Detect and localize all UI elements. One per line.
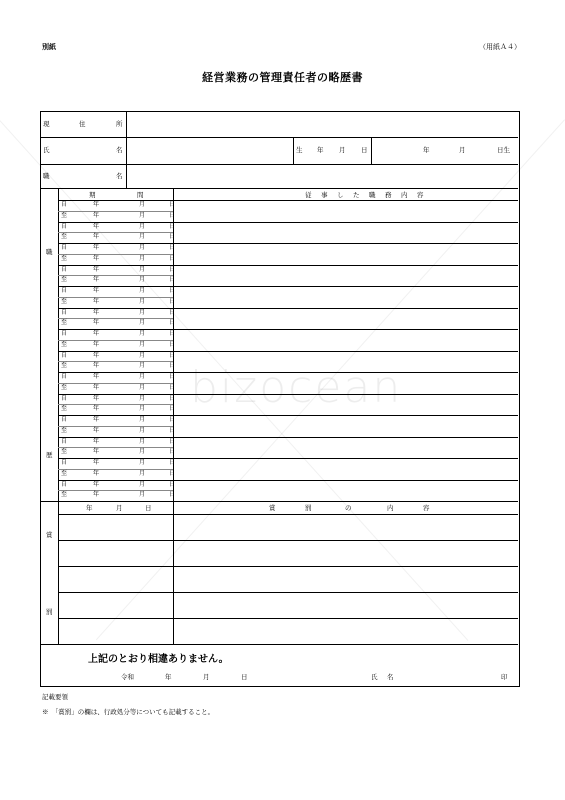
- career-month[interactable]: 月: [139, 459, 146, 466]
- divider: [58, 490, 173, 491]
- career-month[interactable]: 月: [139, 297, 146, 305]
- duties-header-char: し: [337, 191, 344, 199]
- name-label-1: 氏: [43, 146, 50, 154]
- career-year[interactable]: 年: [93, 287, 100, 294]
- career-to-char: 至: [61, 491, 68, 499]
- career-to-char: 至: [61, 383, 68, 391]
- career-month[interactable]: 月: [139, 416, 146, 423]
- career-month[interactable]: 月: [139, 351, 146, 359]
- career-to-char: 至: [61, 233, 68, 241]
- career-duty-field[interactable]: [174, 223, 517, 243]
- divider: [58, 404, 173, 405]
- career-duty-field[interactable]: [174, 201, 517, 221]
- address-label-3: 所: [116, 120, 123, 128]
- career-to-char: 至: [61, 362, 68, 370]
- career-duty-field[interactable]: [174, 459, 517, 479]
- career-year[interactable]: 年: [93, 211, 100, 219]
- career-year[interactable]: 年: [93, 319, 100, 327]
- award-content-field[interactable]: [174, 567, 517, 591]
- career-year[interactable]: 年: [93, 448, 100, 456]
- career-duty-field[interactable]: [174, 287, 517, 307]
- awards-side-label-bottom: 罰: [46, 608, 53, 616]
- career-year[interactable]: 年: [93, 340, 100, 348]
- award-content-field[interactable]: [174, 541, 517, 565]
- address-label-2: 住: [79, 120, 86, 128]
- certification-statement: 上記のとおり相違ありません。: [88, 654, 229, 665]
- career-day[interactable]: 日: [169, 265, 176, 273]
- career-day[interactable]: 日: [169, 448, 176, 456]
- career-year[interactable]: 年: [93, 491, 100, 499]
- career-to-char: 至: [61, 297, 68, 305]
- career-to-char: 至: [61, 405, 68, 413]
- career-from-char: 自: [61, 480, 68, 488]
- birth-day[interactable]: 日生: [497, 146, 510, 154]
- seal-mark[interactable]: 印: [501, 673, 508, 681]
- cert-month[interactable]: 月: [203, 673, 210, 681]
- award-content-field[interactable]: [174, 515, 517, 539]
- divider: [293, 137, 294, 164]
- career-to-char: 至: [61, 254, 68, 262]
- career-year[interactable]: 年: [93, 416, 100, 423]
- birth-label-4: 日: [361, 146, 368, 154]
- position-field[interactable]: [127, 165, 517, 187]
- divider: [58, 361, 173, 362]
- awards-date-header-3: 日: [145, 504, 152, 512]
- career-year[interactable]: 年: [93, 459, 100, 466]
- career-month[interactable]: 月: [139, 308, 146, 316]
- awards-header-char: 賞: [269, 504, 276, 512]
- career-day[interactable]: 日: [169, 276, 176, 284]
- career-month[interactable]: 月: [139, 362, 146, 370]
- birth-year[interactable]: 年: [423, 146, 430, 154]
- awards-header-char: の: [345, 504, 352, 512]
- career-side-label-top: 職: [46, 248, 53, 256]
- career-year[interactable]: 年: [93, 405, 100, 413]
- career-year[interactable]: 年: [93, 383, 100, 391]
- career-month[interactable]: 月: [139, 201, 146, 208]
- career-day[interactable]: 日: [169, 211, 176, 219]
- career-to-char: 至: [61, 448, 68, 456]
- career-to-char: 至: [61, 426, 68, 434]
- awards-date-header-2: 月: [116, 504, 123, 512]
- career-from-char: 自: [61, 373, 68, 380]
- divider: [58, 297, 173, 298]
- career-to-char: 至: [61, 340, 68, 348]
- divider: [58, 426, 173, 427]
- career-day[interactable]: 日: [169, 254, 176, 262]
- divider: [58, 275, 173, 276]
- career-year[interactable]: 年: [93, 265, 100, 273]
- career-month[interactable]: 月: [139, 211, 146, 219]
- career-from-char: 自: [61, 308, 68, 316]
- name-label-2: 名: [116, 146, 123, 154]
- divider: [58, 340, 173, 341]
- divider: [58, 211, 173, 212]
- birth-month[interactable]: 月: [459, 146, 466, 154]
- career-day[interactable]: 日: [169, 416, 176, 423]
- career-from-char: 自: [61, 265, 68, 273]
- awards-date-header-1: 年: [86, 504, 93, 512]
- duties-header-char: 容: [417, 191, 424, 199]
- career-year[interactable]: 年: [93, 201, 100, 208]
- career-from-char: 自: [61, 222, 68, 230]
- career-day[interactable]: 日: [169, 297, 176, 305]
- career-year[interactable]: 年: [93, 426, 100, 434]
- career-day[interactable]: 日: [169, 330, 176, 337]
- cert-name-label-1: 氏: [371, 673, 378, 681]
- career-month[interactable]: 月: [139, 330, 146, 337]
- career-day[interactable]: 日: [169, 319, 176, 327]
- career-from-char: 自: [61, 201, 68, 208]
- career-day[interactable]: 日: [169, 426, 176, 434]
- career-from-char: 自: [61, 330, 68, 337]
- awards-side-label-top: 賞: [46, 531, 53, 539]
- career-to-char: 至: [61, 211, 68, 219]
- divider: [41, 501, 518, 502]
- duties-header-char: 務: [385, 191, 392, 199]
- career-year[interactable]: 年: [93, 244, 100, 251]
- career-side-label-bottom: 歴: [46, 451, 53, 459]
- duties-header-char: 内: [401, 191, 408, 199]
- position-label-1: 職: [43, 172, 50, 180]
- career-year[interactable]: 年: [93, 233, 100, 241]
- career-month[interactable]: 月: [139, 437, 146, 445]
- career-day[interactable]: 日: [169, 480, 176, 488]
- document-title: 経営業務の管理責任者の略歴書: [202, 71, 363, 84]
- cert-era: 令和: [121, 673, 134, 681]
- career-month[interactable]: 月: [139, 222, 146, 230]
- career-from-char: 自: [61, 437, 68, 445]
- career-year[interactable]: 年: [93, 330, 100, 337]
- duties-header-char: 事: [321, 191, 328, 199]
- awards-header-char: 罰: [305, 504, 312, 512]
- career-to-char: 至: [61, 276, 68, 284]
- career-month[interactable]: 月: [139, 426, 146, 434]
- divider: [58, 232, 173, 233]
- career-day[interactable]: 日: [169, 351, 176, 359]
- career-month[interactable]: 月: [139, 244, 146, 251]
- cert-day[interactable]: 日: [241, 673, 248, 681]
- birth-label-1: 生: [296, 146, 303, 154]
- birth-label-2: 年: [317, 146, 324, 154]
- career-month[interactable]: 月: [139, 491, 146, 499]
- attachment-label: 別紙: [42, 42, 56, 51]
- divider: [41, 644, 518, 645]
- career-month[interactable]: 月: [139, 287, 146, 294]
- career-year[interactable]: 年: [93, 362, 100, 370]
- divider: [58, 188, 59, 644]
- career-day[interactable]: 日: [169, 244, 176, 251]
- divider: [58, 254, 173, 255]
- notes-item: ※ 「賞罰」の欄は、行政処分等についても記載すること。: [42, 708, 215, 716]
- career-from-char: 自: [61, 244, 68, 251]
- awards-header-char: 容: [423, 504, 430, 512]
- career-month[interactable]: 月: [139, 448, 146, 456]
- career-month[interactable]: 月: [139, 405, 146, 413]
- duties-header-char: 従: [305, 191, 312, 199]
- career-year[interactable]: 年: [93, 308, 100, 316]
- position-label-2: 名: [116, 172, 123, 180]
- career-year[interactable]: 年: [93, 351, 100, 359]
- career-day[interactable]: 日: [169, 287, 176, 294]
- career-day[interactable]: 日: [169, 405, 176, 413]
- career-month[interactable]: 月: [139, 319, 146, 327]
- career-day[interactable]: 日: [169, 469, 176, 477]
- career-year[interactable]: 年: [93, 276, 100, 284]
- career-from-char: 自: [61, 287, 68, 294]
- divider: [41, 188, 518, 189]
- career-month[interactable]: 月: [139, 373, 146, 380]
- career-year[interactable]: 年: [93, 480, 100, 488]
- career-year[interactable]: 年: [93, 373, 100, 380]
- period-header-2: 間: [137, 191, 144, 199]
- watermark-logo: bizocean: [190, 362, 403, 413]
- career-month[interactable]: 月: [139, 276, 146, 284]
- divider: [371, 137, 372, 164]
- divider: [58, 383, 173, 384]
- career-month[interactable]: 月: [139, 469, 146, 477]
- career-month[interactable]: 月: [139, 233, 146, 241]
- career-month[interactable]: 月: [139, 383, 146, 391]
- career-year[interactable]: 年: [93, 469, 100, 477]
- address-label-1: 現: [43, 120, 50, 128]
- notes-heading: 記載要領: [42, 693, 68, 701]
- career-year[interactable]: 年: [93, 437, 100, 445]
- paper-size-label: （用紙Ａ４）: [479, 43, 521, 51]
- career-day[interactable]: 日: [169, 308, 176, 316]
- career-month[interactable]: 月: [139, 340, 146, 348]
- career-from-char: 自: [61, 459, 68, 466]
- address-field[interactable]: [127, 113, 517, 136]
- career-duty-field[interactable]: [174, 244, 517, 264]
- divider: [58, 447, 173, 448]
- career-to-char: 至: [61, 469, 68, 477]
- name-field[interactable]: [127, 138, 292, 163]
- career-month[interactable]: 月: [139, 480, 146, 488]
- career-from-char: 自: [61, 394, 68, 402]
- career-from-char: 自: [61, 416, 68, 423]
- cert-name-label-2: 名: [387, 673, 394, 681]
- career-month[interactable]: 月: [139, 254, 146, 262]
- career-day[interactable]: 日: [169, 437, 176, 445]
- period-header-1: 期: [89, 191, 96, 199]
- career-day[interactable]: 日: [169, 222, 176, 230]
- career-from-char: 自: [61, 351, 68, 359]
- career-day[interactable]: 日: [169, 362, 176, 370]
- career-day[interactable]: 日: [169, 383, 176, 391]
- career-month[interactable]: 月: [139, 265, 146, 273]
- career-year[interactable]: 年: [93, 394, 100, 402]
- career-to-char: 至: [61, 319, 68, 327]
- career-duty-field[interactable]: [174, 266, 517, 286]
- career-month[interactable]: 月: [139, 394, 146, 402]
- duties-header-char: た: [353, 191, 360, 199]
- career-day[interactable]: 日: [169, 373, 176, 380]
- career-day[interactable]: 日: [169, 491, 176, 499]
- award-content-field[interactable]: [174, 619, 517, 643]
- cert-year[interactable]: 年: [165, 673, 172, 681]
- career-day[interactable]: 日: [169, 459, 176, 466]
- award-content-field[interactable]: [174, 593, 517, 617]
- career-day[interactable]: 日: [169, 394, 176, 402]
- duties-header-char: 職: [369, 191, 376, 199]
- career-duty-field[interactable]: [174, 438, 517, 458]
- career-day[interactable]: 日: [169, 233, 176, 241]
- career-year[interactable]: 年: [93, 222, 100, 230]
- career-year[interactable]: 年: [93, 254, 100, 262]
- divider: [58, 318, 173, 319]
- career-day[interactable]: 日: [169, 201, 176, 208]
- career-duty-field[interactable]: [174, 416, 517, 436]
- awards-header-char: 内: [387, 504, 394, 512]
- career-duty-field[interactable]: [174, 481, 517, 501]
- divider: [58, 469, 173, 470]
- career-year[interactable]: 年: [93, 297, 100, 305]
- birth-label-3: 月: [339, 146, 346, 154]
- career-duty-field[interactable]: [174, 309, 517, 329]
- career-duty-field[interactable]: [174, 330, 517, 350]
- career-day[interactable]: 日: [169, 340, 176, 348]
